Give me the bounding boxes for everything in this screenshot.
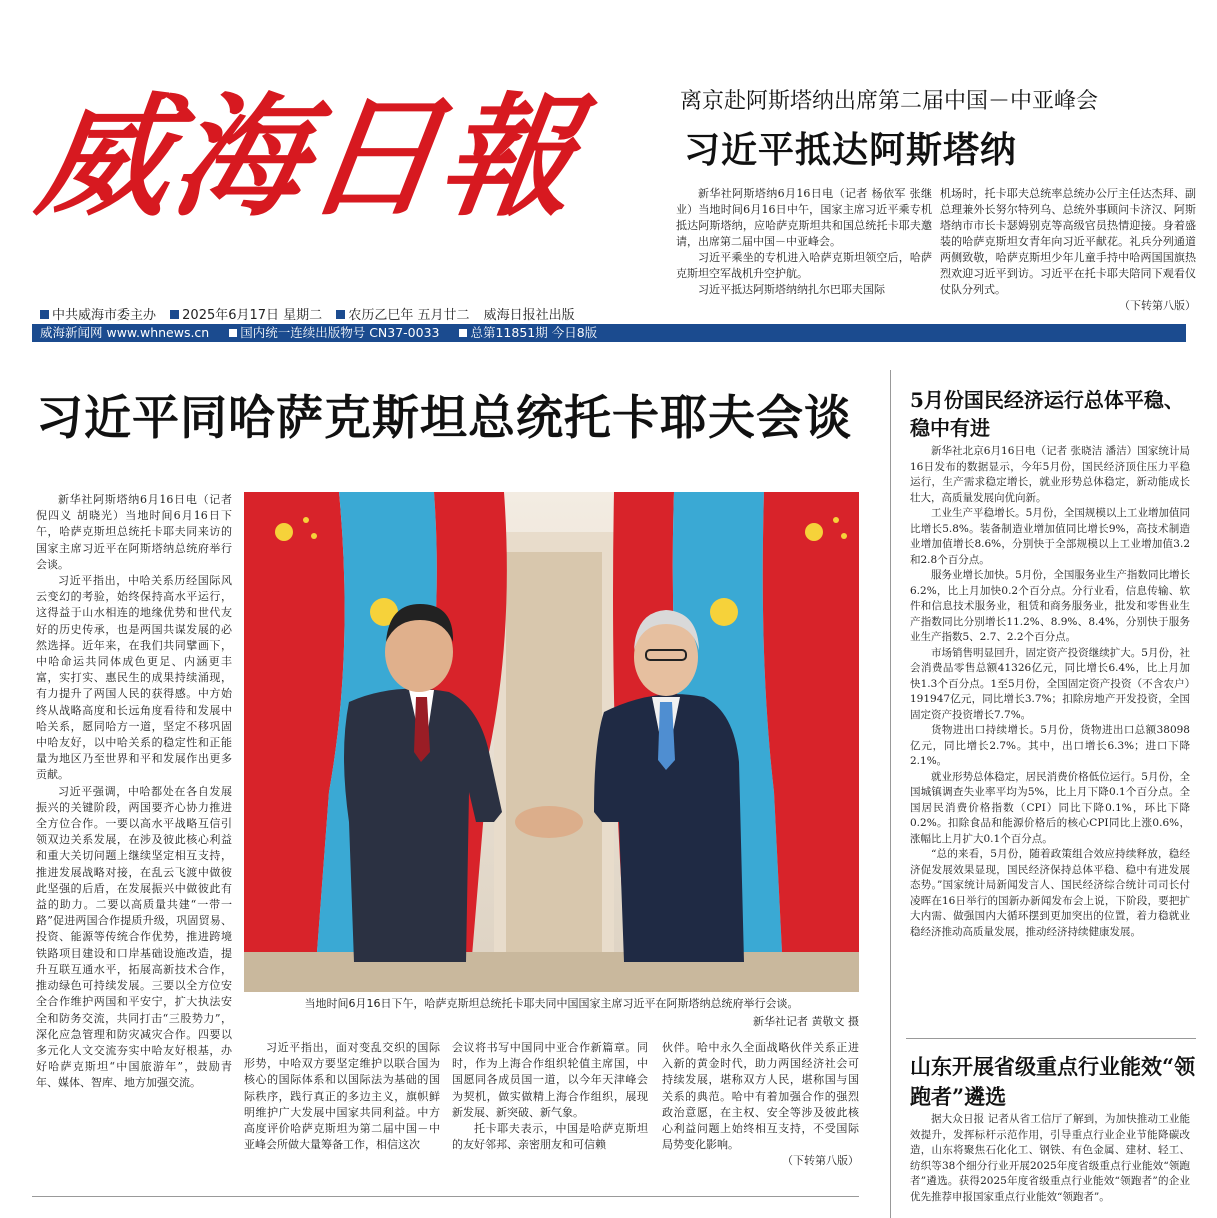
paragraph: 机场时，托卡耶夫总统率总统办公厅主任达杰拜、副总理兼外长努尔特列乌、总统外事顾问卡济汉、阿斯塔纳市市长卡瑟姆别克等高级官员热情迎接。身着盛装的哈萨克斯坦女青年向习近平献花。礼兵分列通道两侧致敬，哈萨克斯坦少年儿童手持中哈两国国旗热烈欢迎习近平到访。习近平在托卡耶夫陪同下观看仪仗队分列式。 xyxy=(940,187,1196,296)
paragraph: “总的来看，5月份，随着政策组合效应持续释放，稳经济促发展效果显现，国民经济保持总体平稳、稳中有进发展态势。”国家统计局新闻发言人、国民经济综合统计司司长付凌晖在16日举行的国新办新闻发布会上说，下阶段，要把扩大内需、做强国内大循环摆到更加突出的位置，着力稳就业稳经济推动高质量发展，推动经济持续健康发展。 xyxy=(910,848,1190,938)
side-story-1-body xyxy=(910,444,1190,940)
continued-note: （下转第八版） xyxy=(1119,299,1196,312)
handshake-photo-illustration xyxy=(244,492,859,992)
main-story-column-2 xyxy=(244,1040,440,1153)
paragraph: 伙伴。哈中永久全面战略伙伴关系正进入新的黄金时代，助力两国经济社会可持续发展，堪称双方人民，堪称国与国关系的典范。哈中有着加强合作的强烈政治意愿，在主权、安全等涉及彼此核心利益问题上始终相互支持，不受国际局势变化影响。 xyxy=(662,1041,859,1152)
newspaper-title: 威海日報 xyxy=(29,80,587,235)
paragraph: 习近平乘坐的专机进入哈萨克斯坦领空后，哈萨克斯坦空军战机升空护航。 xyxy=(676,251,932,280)
square-bullet-icon xyxy=(170,310,179,319)
paragraph: 据大众日报 记者从省工信厅了解到，为加快推动工业能效提升，发挥标杆示范作用，引导重点行业企业节能降碳改造，山东将聚焦石化化工、钢铁、有色金属、建材、轻工、纺织等38个细分行业开展2025年度省级重点行业能效“领跑者”遴选。获得2025年度省级重点行业能效“领跑者”的企业优先推荐申报国家重点行业能效“领跑者”。 xyxy=(910,1113,1190,1203)
paragraph: 新华社北京6月16日电（记者 张晓洁 潘洁）国家统计局16日发布的数据显示，今年5月份，国民经济顶住压力平稳运行，生产需求稳定增长，就业形势总体稳定，新动能成长壮大，高质量发展向优向新。 xyxy=(910,445,1190,504)
publisher-info: 中共威海市委主办 xyxy=(40,308,156,323)
lunar-date-info: 农历乙巳年 五月廿二 xyxy=(336,308,469,323)
square-bullet-icon xyxy=(336,310,345,319)
paragraph: 新华社阿斯塔纳6月16日电（记者 杨依军 张继业）当地时间6月16日中午，国家主席习近平乘专机抵达阿斯塔纳，应哈萨克斯坦共和国总统托卡耶夫邀请，出席第二届中国－中亚峰会。 xyxy=(676,187,932,248)
paragraph: 工业生产平稳增长。5月份，全国规模以上工业增加值同比增长5.8%。装备制造业增加值同比增长9%，高技术制造业增加值增长8.6%，分别快于全部规模以上工业增加值3.2和2.8个百分点。 xyxy=(910,507,1190,566)
side-story-1-headline: 5月份国民经济运行总体平稳、稳中有进 xyxy=(910,388,1184,440)
paragraph: 就业形势总体稳定，居民消费价格低位运行。5月份，全国城镇调查失业率平均为5%，比上月下降0.1个百分点。全国居民消费价格指数（CPI）同比下降0.1%，环比下降0.2%。扣除食品和能源价格后的核心CPI同比上涨0.6%，涨幅比上月扩大0.1个百分点。 xyxy=(910,770,1190,845)
paragraph: 服务业增长加快。5月份，全国服务业生产指数同比增长6.2%，比上月加快0.2个百分点。分行业看，信息传输、软件和信息技术服务业，租赁和商务服务业，批发和零售业生产指数同比分别增长11.2%、8.9%、8.4%，分别快于服务业生产指数5、2.7、2.2个百分点。 xyxy=(910,569,1190,643)
paragraph: 习近平强调，中哈都处在各自发展振兴的关键阶段，两国要齐心协力推进全方位合作。一要以高水平战略互信引领双边关系发展，在涉及彼此核心利益和重大关切问题上继续坚定相互支持，推进发展战略对接，在乱云飞渡中做彼此坚强的后盾，在发展振兴中做彼此有益的助力。二要以高质量共建“一带一路”促进两国合作提质升级，巩固贸易、投资、能源等传统合作优势，推进跨境铁路项目建设和口岸基础设施改造，提升互联互通水平，拓展高新技术合作，推动绿色可持续发展。三要以全方位安全合作维护两国和平安宁，扩大执法安全和防务交流，共同打击“三股势力”，深化应急管理和防灾减灾合作。四要以多元化人文交流夯实中哈友好根基，办好哈萨克斯坦“中国旅游年”，鼓励青年、媒体、智库、地方加强交流。 xyxy=(36,784,232,1090)
paragraph: 货物进出口持续增长。5月份，货物进出口总额38098亿元，同比增长2.7%。其中，出口增长6.3%；进口下降2.1%。 xyxy=(910,724,1190,767)
main-story-column-3 xyxy=(452,1040,648,1153)
masthead xyxy=(29,80,650,292)
press-info: 威海日报社出版 xyxy=(483,308,575,323)
photo-caption: 当地时间6月16日下午，哈萨克斯坦总统托卡耶夫同中国国家主席习近平在阿斯塔纳总统府举行会谈。 xyxy=(304,997,799,1010)
divider xyxy=(32,1196,859,1197)
paragraph: 市场销售明显回升，固定资产投资继续扩大。5月份，社会消费品零售总额41326亿元，同比增长6.4%，比上月加快1.3个百分点。1至5月份，全国固定资产投资（不含农户）191947亿元，同比增长3.7%；扣除房地产开发投资，全国固定资产投资增长7.7%。 xyxy=(910,646,1190,721)
masthead-info-bar xyxy=(32,324,1186,342)
main-headline: 习近平同哈萨克斯坦总统托卡耶夫会谈 xyxy=(36,391,852,446)
issue-info: 总第11851期 今日8版 xyxy=(459,325,597,340)
masthead-info-row xyxy=(40,304,650,323)
top-story-headline: 习近平抵达阿斯塔纳 xyxy=(684,129,1018,171)
square-bullet-icon xyxy=(229,329,237,337)
paragraph: 习近平指出，中哈关系历经国际风云变幻的考验，始终保持高水平运行，这得益于山水相连的地缘优势和世代友好的历史传承，也是两国共谋发展的必然选择。近年来，在我们共同擘画下，中哈命运共同体成色更足、内涵更丰富，实打实、惠民生的成果持续涌现，有力提升了两国人民的获得感。中方始终从战略高度和长远角度看待和发展中哈关系，愿同哈方一道，坚定不移巩固中哈友好，以中哈关系的稳定性和正能量为地区乃至世界和平和发展作出更多贡献。 xyxy=(36,574,232,782)
top-story-column-1 xyxy=(676,186,932,298)
paragraph: 习近平指出，面对变乱交织的国际形势，中哈双方要坚定维护以联合国为核心的国际体系和以国际法为基础的国际秩序，践行真正的多边主义，旗帜鲜明维护广大发展中国家共同利益。中方高度评价哈萨克斯坦为第二届中国－中亚峰会所做大量筹备工作，相信这次 xyxy=(244,1041,440,1152)
divider xyxy=(890,370,891,1218)
square-bullet-icon xyxy=(459,329,467,337)
date-info: 2025年6月17日 星期二 xyxy=(170,308,322,323)
main-story-column-4 xyxy=(662,1040,859,1170)
side-story-2-body xyxy=(910,1112,1190,1205)
news-photo xyxy=(244,492,859,992)
paragraph: 新华社阿斯塔纳6月16日电（记者 倪四义 胡晓光）当地时间6月16日下午，哈萨克斯坦总统托卡耶夫同来访的国家主席习近平在阿斯塔纳总统府举行会谈。 xyxy=(36,493,232,571)
paragraph: 托卡耶夫表示，中国是哈萨克斯坦的友好邻邦、亲密朋友和可信赖 xyxy=(452,1122,648,1152)
square-bullet-icon xyxy=(40,310,49,319)
continued-note: （下转第八版） xyxy=(782,1154,859,1168)
paragraph: 习近平抵达阿斯塔纳纳扎尔巴耶夫国际 xyxy=(698,283,885,296)
side-story-2-headline: 山东开展省级重点行业能效“领跑者”遴选 xyxy=(910,1054,1196,1109)
top-story-column-2 xyxy=(940,186,1196,314)
issn-info: 国内统一连续出版物号 CN37-0033 xyxy=(229,325,439,340)
top-story-kicker: 离京赴阿斯塔纳出席第二届中国－中亚峰会 xyxy=(680,89,1099,114)
divider xyxy=(906,1038,1196,1039)
paragraph: 会议将书写中国同中亚合作新篇章。同时，作为上海合作组织轮值主席国，中国愿同各成员国一道，以今年天津峰会为契机，做实做精上海合作组织，展现新发展、新突破、新气象。 xyxy=(452,1041,648,1119)
photo-credit: 新华社记者 黄敬文 摄 xyxy=(753,1015,859,1028)
main-story-column-1 xyxy=(36,492,232,1092)
website-info: 威海新闻网 www.whnews.cn xyxy=(40,325,210,340)
